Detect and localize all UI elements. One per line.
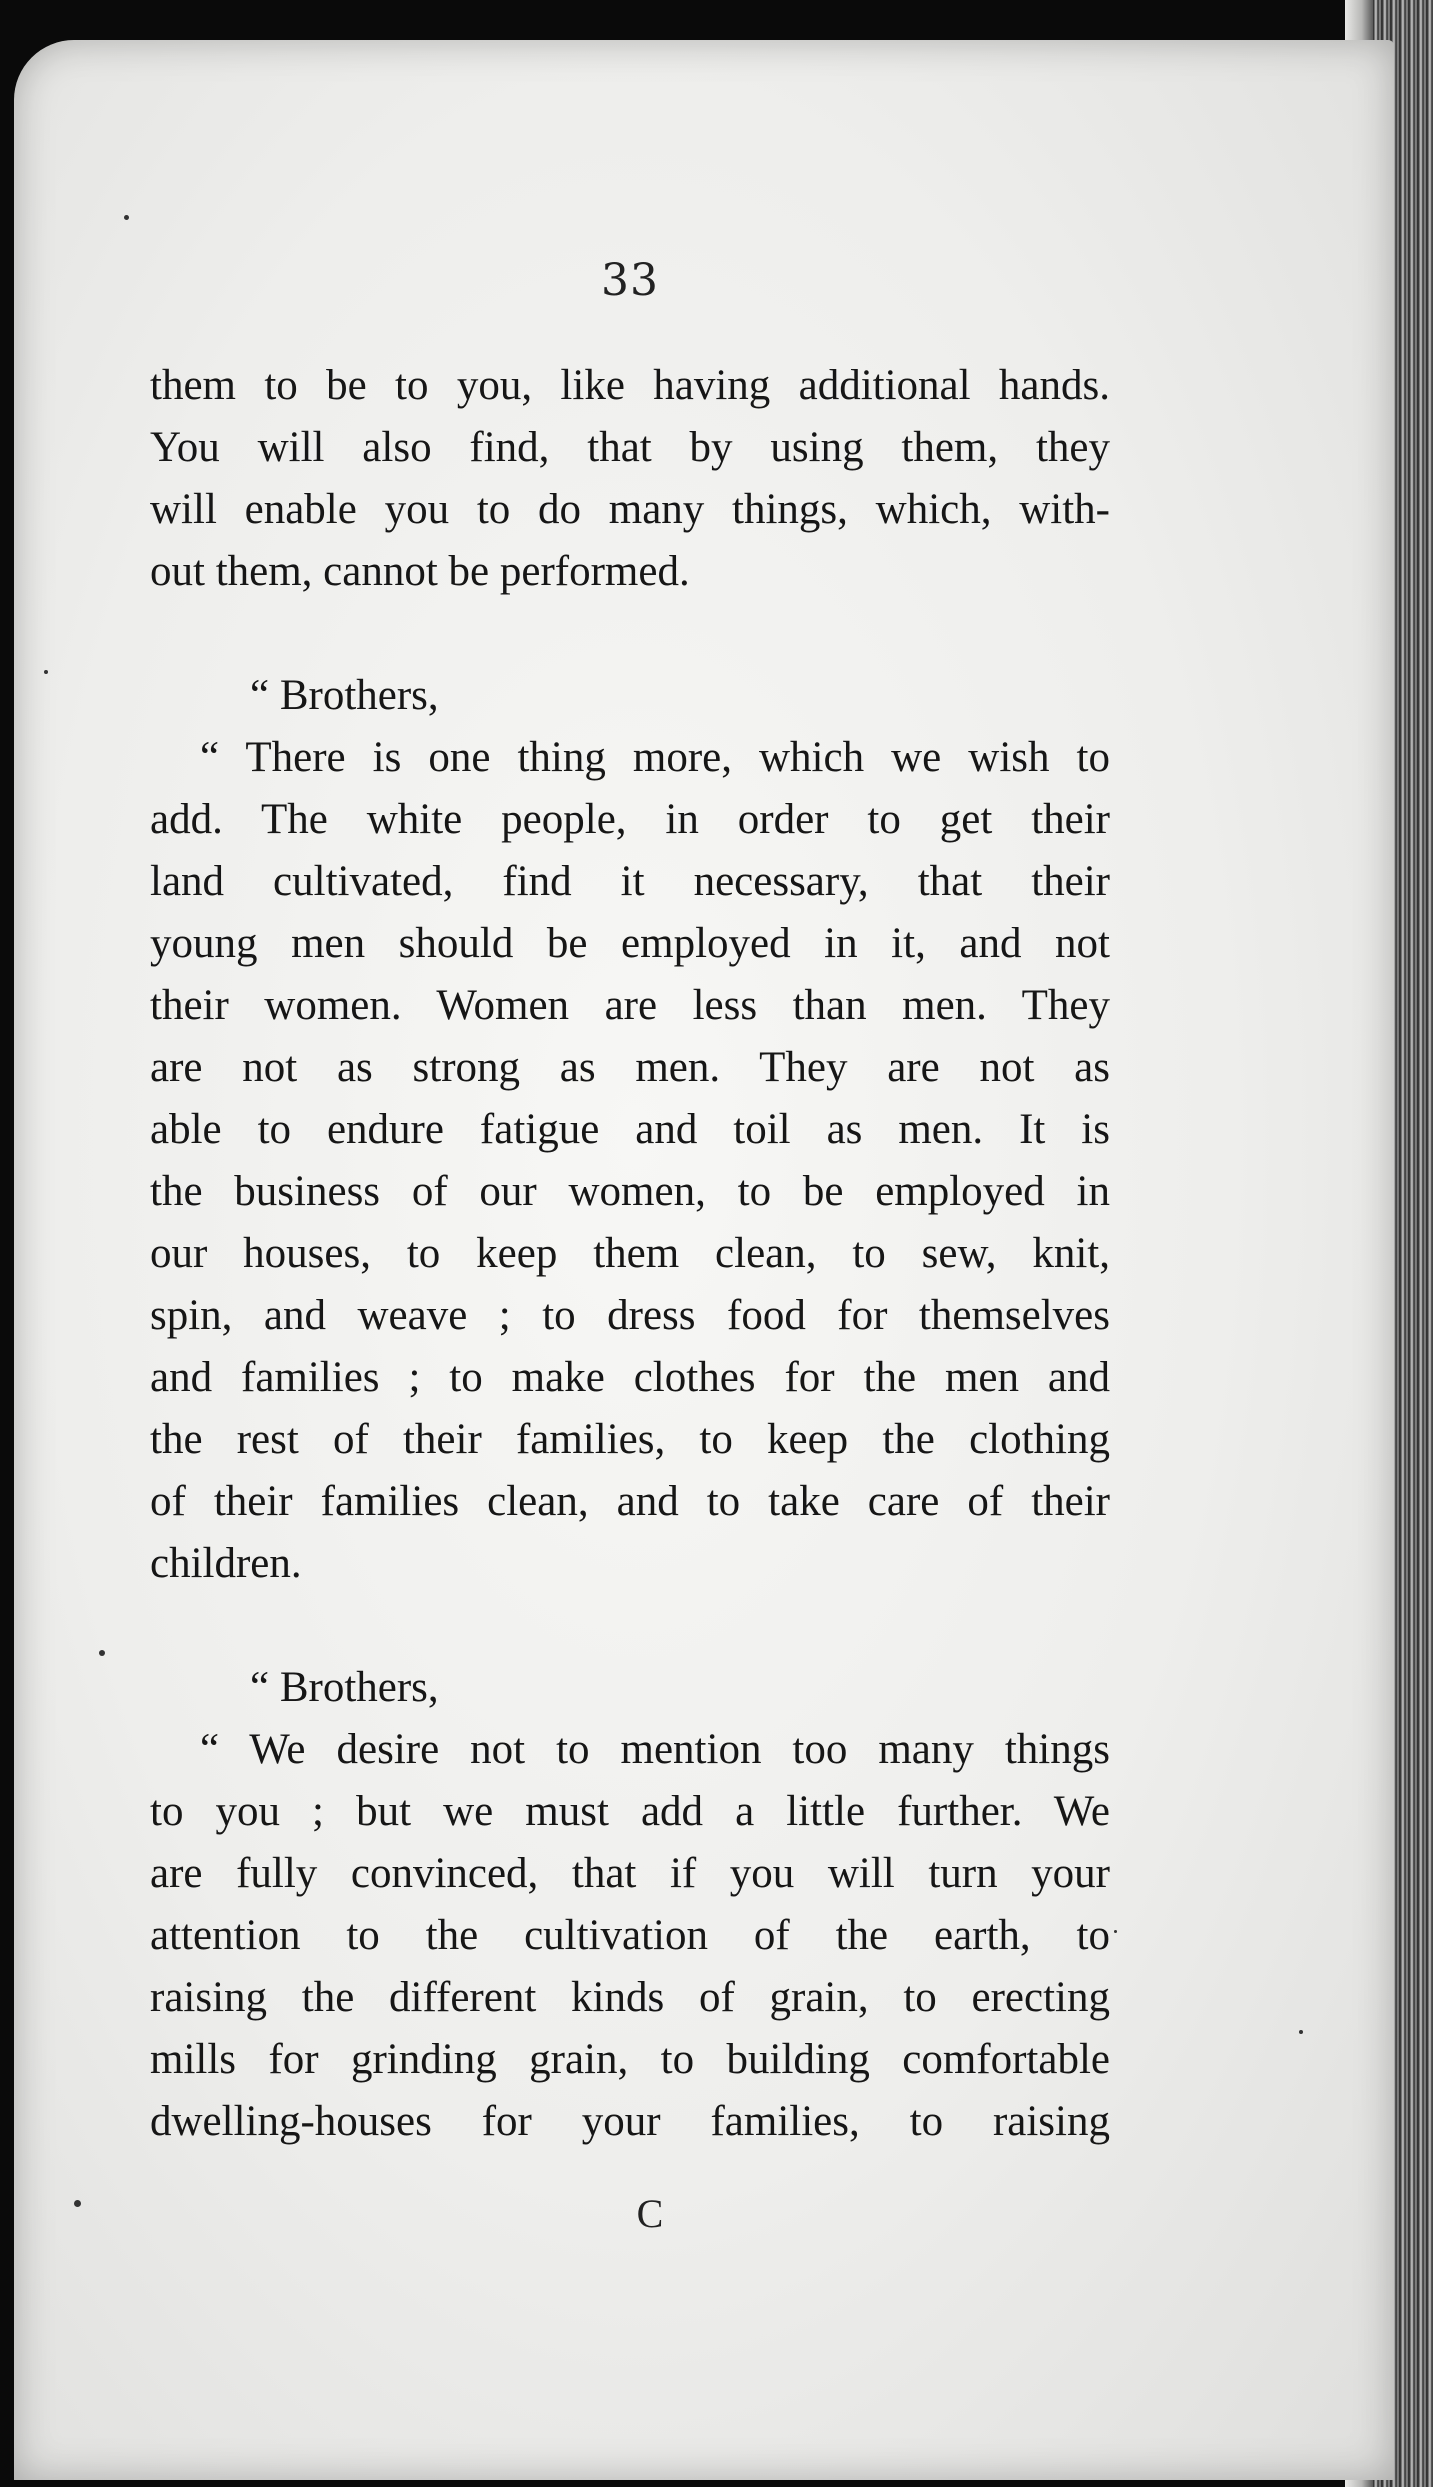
text-line: to you ; but we must add a little further. We	[150, 1788, 1110, 1835]
text-line: mills for grinding grain, to building comfortable	[150, 2036, 1110, 2083]
text-line: their women. Women are less than men. They	[150, 982, 1110, 1029]
text-line: able to endure fatigue and toil as men. It is	[150, 1106, 1110, 1153]
text-line: raising the different kinds of grain, to erecting	[150, 1974, 1110, 2021]
text-line: “ We desire not to mention too many things	[200, 1726, 1110, 1773]
paragraph-gap	[150, 1595, 1110, 1657]
page-number: 33	[601, 255, 659, 306]
text-line: of their families clean, and to take care of their	[150, 1478, 1110, 1525]
text-line: are fully convinced, that if you will turn your	[150, 1850, 1110, 1897]
salutation-line: “ Brothers,	[250, 1664, 439, 1711]
text-line: will enable you to do many things, which, with-	[150, 486, 1110, 533]
text-line: and families ; to make clothes for the men and	[150, 1354, 1110, 1401]
text-line: “ There is one thing more, which we wish to	[200, 734, 1110, 781]
body-text	[150, 355, 1110, 2153]
text-line: out them, cannot be performed.	[150, 548, 690, 595]
text-line: young men should be employed in it, and not	[150, 920, 1110, 967]
text-line: spin, and weave ; to dress food for themselves	[150, 1292, 1110, 1339]
text-line: the rest of their families, to keep the clothing	[150, 1416, 1110, 1463]
text-line: them to be to you, like having additional hands.	[150, 362, 1110, 409]
text-line: land cultivated, find it necessary, that their	[150, 858, 1110, 905]
text-line: children.	[150, 1540, 302, 1587]
salutation-line: “ Brothers,	[250, 672, 439, 719]
text-line: are not as strong as men. They are not as	[150, 1044, 1110, 1091]
text-line: the business of our women, to be employed in	[150, 1168, 1110, 1215]
signature-mark: C	[636, 2191, 664, 2236]
paragraph-gap	[150, 603, 1110, 665]
text-line: our houses, to keep them clean, to sew, knit,	[150, 1230, 1110, 1277]
text-line: You will also find, that by using them, they	[150, 424, 1110, 471]
text-line: dwelling-houses for your families, to raising	[150, 2098, 1110, 2145]
text-line: add. The white people, in order to get their	[150, 796, 1110, 843]
text-line: attention to the cultivation of the earth, to	[150, 1912, 1110, 1959]
